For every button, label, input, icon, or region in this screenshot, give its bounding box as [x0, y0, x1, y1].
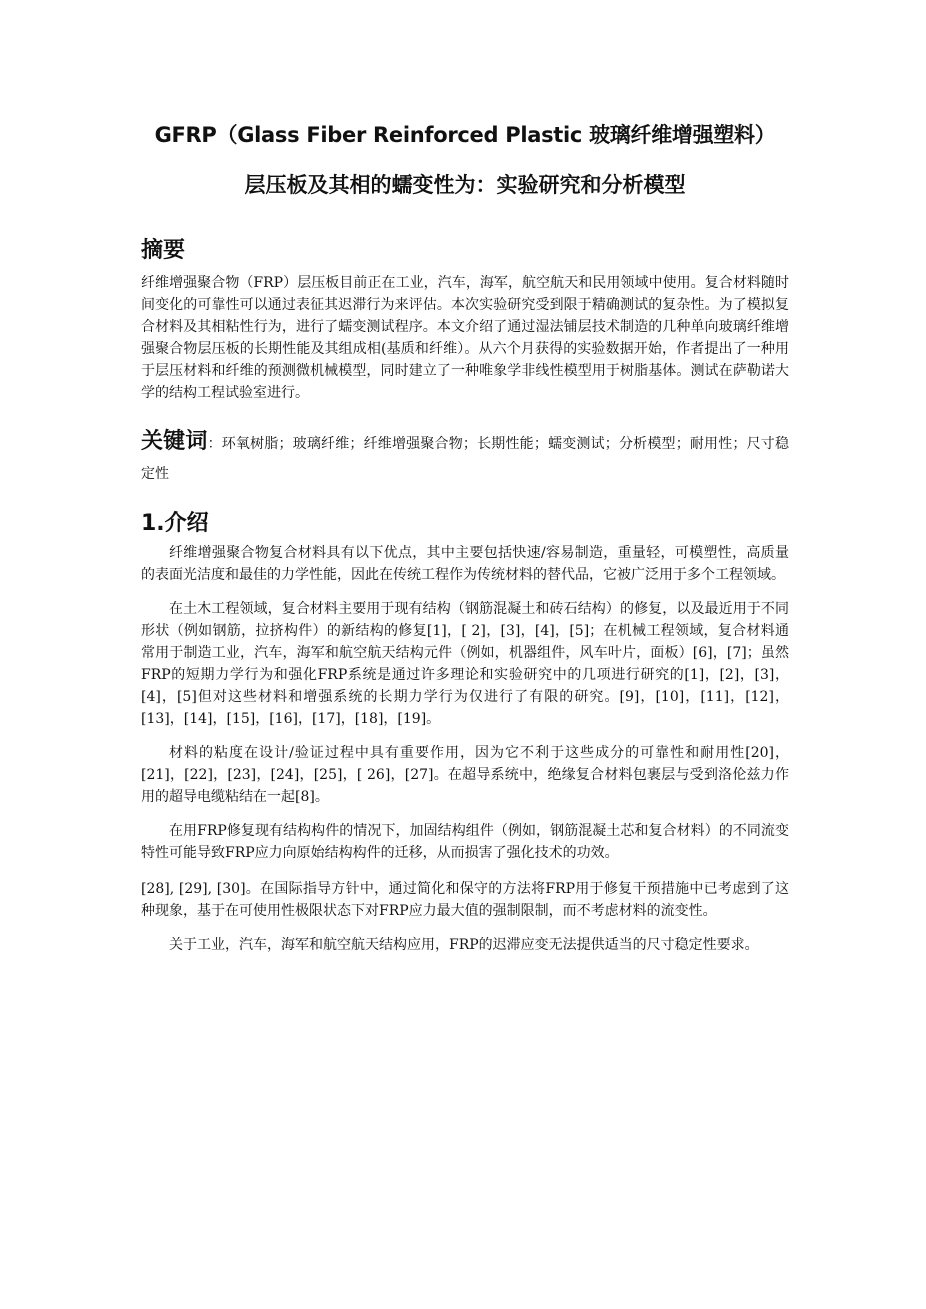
keywords-text: ：环氧树脂；玻璃纤维；纤维增强聚合物；长期性能；蠕变测试；分析模型；耐用性；尺寸稳定性: [141, 436, 789, 482]
intro-paragraph-5: [28], [29], [30]。在国际指导方针中，通过简化和保守的方法将FRP用于修复干预措施中已考虑到了这种现象，基于在可使用性极限状态下对FRP应力最大值的强制限制，而不考虑材料的流变性。: [141, 881, 789, 919]
paper-title-line-1: GFRP（Glass Fiber Reinforced Plastic 玻璃纤维增强塑料）: [154, 123, 776, 147]
keywords-label: 关键词: [141, 429, 208, 454]
abstract-heading: 摘要: [141, 238, 186, 263]
introduction-heading: 1.介绍: [141, 511, 209, 536]
intro-paragraph-6: 关于工业，汽车，海军和航空航天结构应用，FRP的迟滞应变无法提供适当的尺寸稳定性要求。: [169, 937, 759, 953]
intro-paragraph-3: 材料的粘度在设计/验证过程中具有重要作用，因为它不利于这些成分的可靠性和耐用性[20]，[21]，[22]，[23]，[24]，[25]，[ 26]，[27]。在超导系统中，绝缘复合材料包裹层与受到洛伦兹力作用的超导电缆粘结在一起[8]。: [141, 745, 789, 805]
paper-title-line-2: 层压板及其相的蠕变性为：实验研究和分析模型: [244, 173, 686, 197]
keywords: [141, 427, 789, 489]
intro-paragraph-2: 在土木工程领域，复合材料主要用于现有结构（钢筋混凝土和砖石结构）的修复，以及最近用于不同形状（例如钢筋，拉挤构件）的新结构的修复[1]，[ 2]，[3]，[4]，[5]；在机械工程领域，复合材料通常用于制造工业，汽车，海军和航空航天结构元件（例如，机器组件，风车叶片，面板）[6]，[7]；虽然FRP的短期力学行为和强化FRP系统是通过许多理论和实验研究中的几项进行研究的[1]，[2]，[3]，[4]，[5]但对这些材料和增强系统的长期力学行为仅进行了有限的研究。[9]，[10]，[11]，[12]，[13]，[14]，[15]，[16]，[17]，[18]，[19]。: [141, 601, 789, 727]
intro-paragraph-4: 在用FRP修复现有结构构件的情况下，加固结构组件（例如，钢筋混凝土芯和复合材料）的不同流变特性可能导致FRP应力向原始结构构件的迁移，从而损害了强化技术的功效。: [141, 823, 789, 861]
intro-paragraph-1: 纤维增强聚合物复合材料具有以下优点，其中主要包括快速/容易制造，重量轻，可模塑性，高质量的表面光洁度和最佳的力学性能，因此在传统工程作为传统材料的替代品，它被广泛用于多个工程领域。: [141, 545, 789, 583]
abstract-text: 纤维增强聚合物（FRP）层压板目前正在工业，汽车，海军，航空航天和民用领域中使用。复合材料随时间变化的可靠性可以通过表征其迟滞行为来评估。本次实验研究受到限于精确测试的复杂性。为了模拟复合材料及其相粘性行为，进行了蠕变测试程序。本文介绍了通过湿法铺层技术制造的几种单向玻璃纤维增强聚合物层压板的长期性能及其组成相(基质和纤维）。从六个月获得的实验数据开始，作者提出了一种用于层压材料和纤维的预测微机械模型，同时建立了一种唯象学非线性模型用于树脂基体。测试在萨勒诺大学的结构工程试验室进行。: [141, 275, 789, 401]
paper-page: [141, 118, 789, 956]
